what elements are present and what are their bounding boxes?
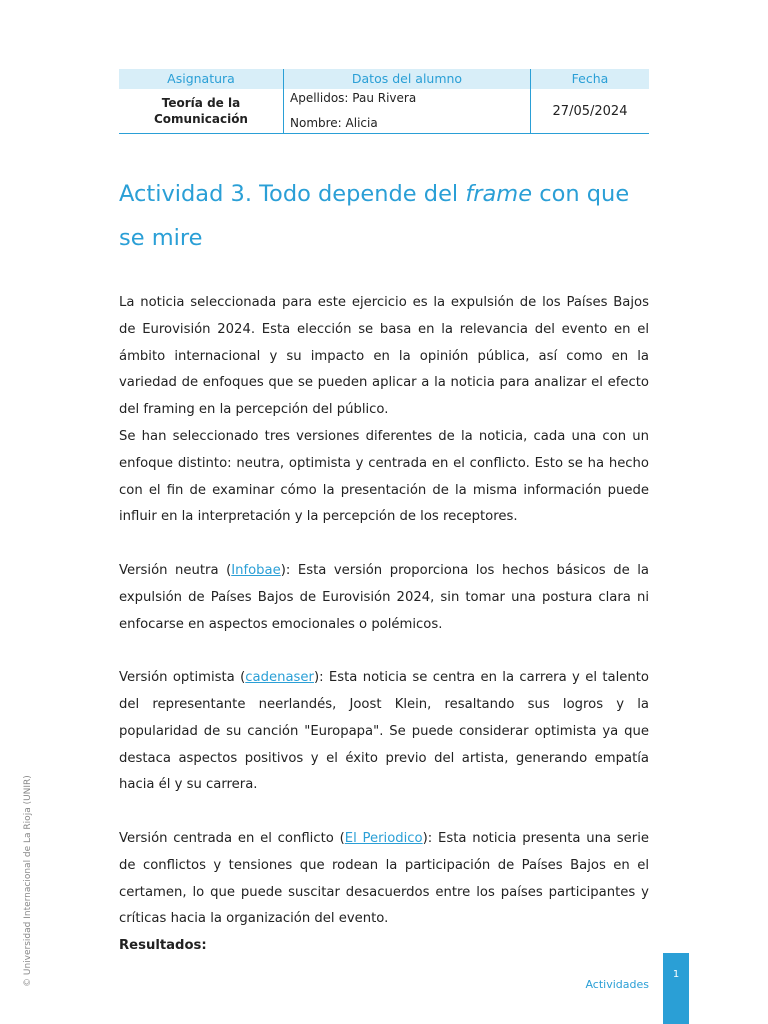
- conflict-version-prefix: Versión centrada en el conflicto (: [119, 830, 345, 846]
- header-table-heading-row: [119, 69, 649, 89]
- subject-line-2: Comunicación: [154, 112, 248, 126]
- page-title: [119, 172, 649, 260]
- paragraph-intro: La noticia seleccionada para este ejercicio es la expulsión de los Países Bajos de Eurovisión 2024. Esta elección se basa en la relevancia del evento en el ámbito internacional y su impacto en la opinión pública, así como en la variedad de enfoques que se pueden aplicar a la noticia para analizar el efecto del framing en la percepción del público.: [119, 295, 649, 418]
- date-heading: Fecha: [571, 71, 609, 86]
- header-table-data-row: [119, 89, 649, 133]
- paragraph-conflict-version: [119, 826, 649, 933]
- cadenaser-link[interactable]: cadenaser: [245, 670, 314, 686]
- conflict-version-text: ): Esta noticia presenta una serie de conflictos y tensiones que rodean la participación de Países Bajos en el certamen, lo que puede suscitar desacuerdos entre los países participantes y críticas hacia la organización del evento.: [119, 830, 649, 927]
- el-periodico-link[interactable]: El Periodico: [344, 830, 423, 846]
- paragraph-neutral-version: [119, 558, 649, 638]
- paragraph-gap: [119, 799, 649, 826]
- paragraph-optimistic-version: [119, 665, 649, 799]
- subject-line-1: Teoría de la: [161, 96, 241, 110]
- paragraph-gap: [119, 531, 649, 558]
- header-table: [119, 69, 649, 134]
- page-number: 1: [672, 969, 680, 980]
- paragraph-gap: [119, 638, 649, 665]
- title-suffix: con que se mire: [119, 181, 630, 251]
- subject-heading: Asignatura: [119, 69, 284, 89]
- neutral-version-text: ): Esta versión proporciona los hechos básicos de la expulsión de Países Bajos de Eurovisión 2024, sin tomar una postura clara ni enfocarse en aspectos emocionales o polémicos.: [119, 562, 649, 632]
- date-cell: 27/05/2024: [552, 103, 628, 119]
- results-heading: Resultados:: [119, 938, 207, 954]
- student-surname: Apellidos: Pau Rivera: [290, 91, 417, 105]
- optimistic-version-text: ): Esta noticia se centra en la carrera y el talento del representante neerlandés, Joost Klein, resaltando sus logros y la popularidad de su canción "Europapa". Se puede considerar optimista ya que destaca aspectos positivos y el éxito previo del artista, generando empatía hacia él y su carrera.: [119, 670, 649, 793]
- title-prefix: Actividad 3. Todo depende del: [119, 181, 466, 207]
- copyright-credit: © Universidad Internacional de La Rioja (UNIR): [23, 775, 33, 987]
- page-number-tab: [663, 953, 689, 1024]
- title-emphasis: frame: [465, 181, 533, 207]
- student-data-cell: [284, 89, 531, 133]
- body-text: [119, 290, 649, 960]
- subject-cell: [119, 89, 284, 133]
- paragraph-versions: Se han seleccionado tres versiones diferentes de la noticia, cada una con un enfoque distinto: neutra, optimista y centrada en el conflicto. Esto se ha hecho con el fin de examinar cómo la presentación de la misma información puede influir en la interpretación y la percepción de los receptores.: [119, 428, 649, 525]
- infobae-link[interactable]: Infobae: [231, 562, 281, 578]
- student-name: Nombre: Alicia: [290, 116, 378, 130]
- neutral-version-prefix: Versión neutra (: [119, 562, 232, 578]
- optimistic-version-prefix: Versión optimista (: [119, 670, 246, 686]
- footer-section-label: Actividades: [585, 978, 649, 991]
- student-data-heading: Datos del alumno: [284, 69, 531, 89]
